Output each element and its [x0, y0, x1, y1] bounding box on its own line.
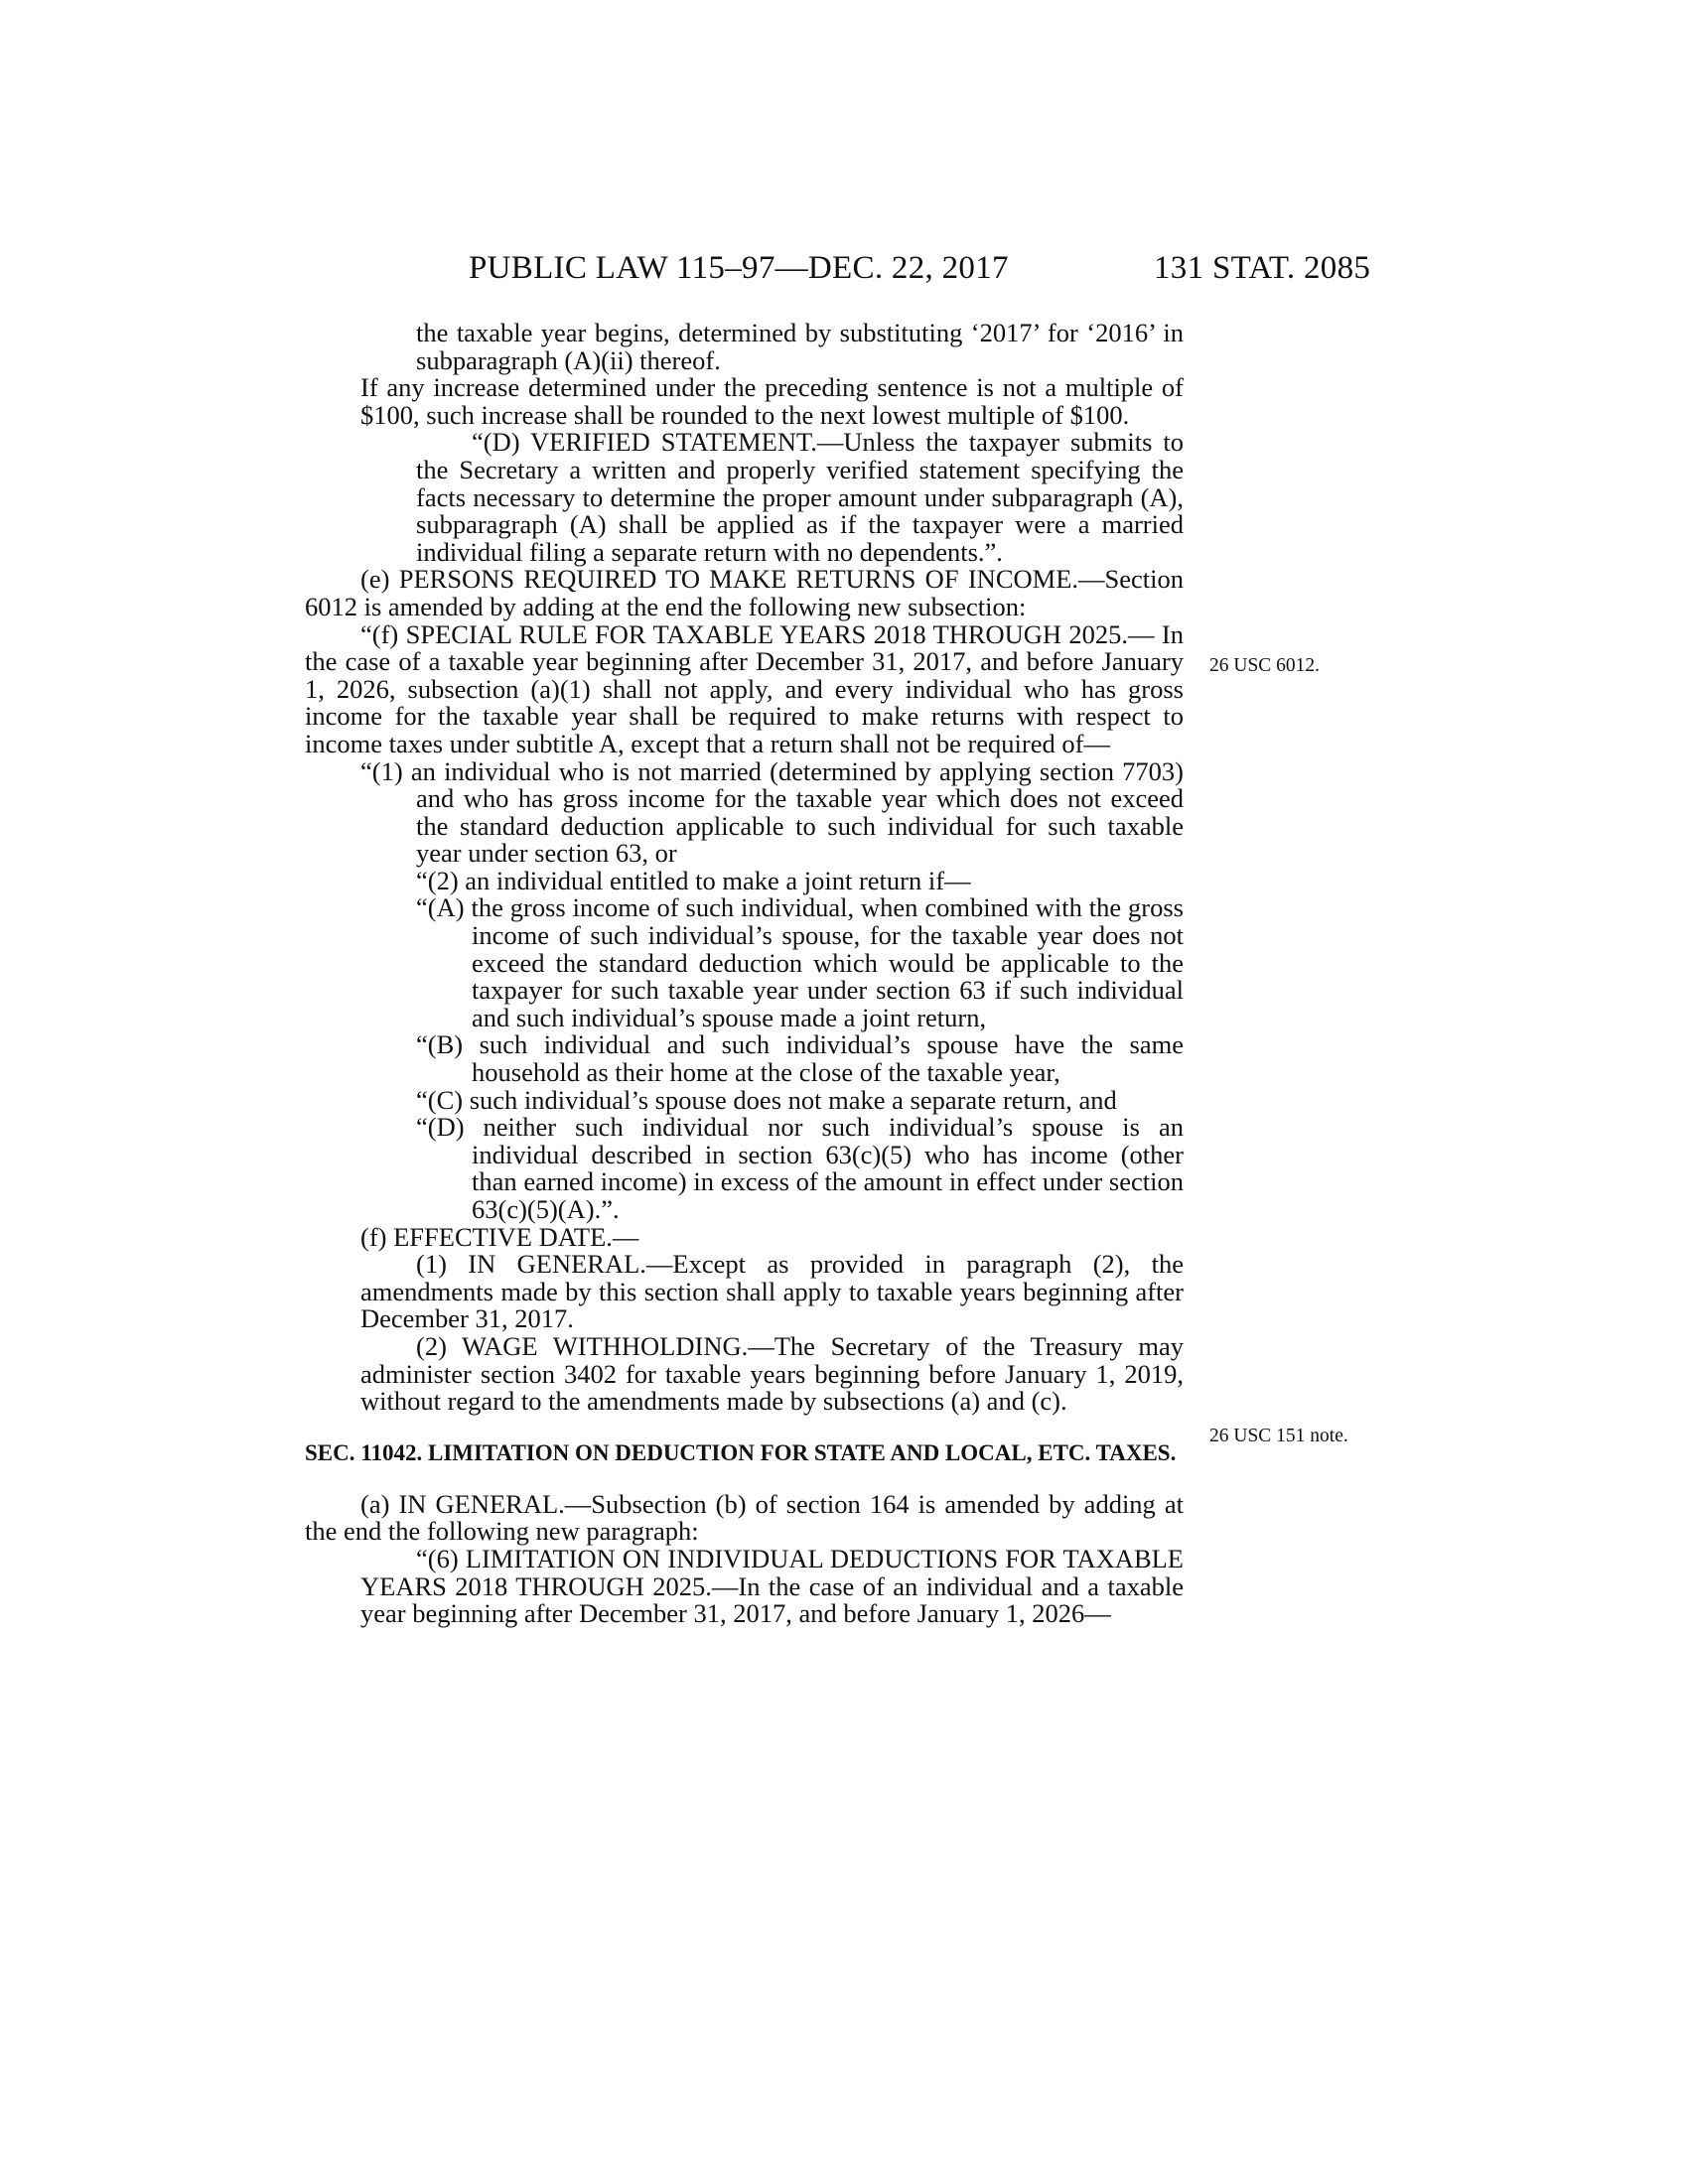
spacer: [305, 1416, 1184, 1439]
section-heading: SEC. 11042. LIMITATION ON DEDUCTION FOR STATE AND LOCAL, ETC. TAXES.: [305, 1439, 1177, 1465]
paragraph: (a) IN GENERAL.—Subsection (b) of section 164 is amended by adding at the end the following new paragraph:: [305, 1488, 1184, 1547]
paragraph: the taxable year begins, determined by substituting ‘2017’ for ‘2016’ in subparagraph (A)(ii) thereof.: [416, 318, 1184, 375]
margin-note: 26 USC 6012.: [1209, 655, 1321, 676]
paragraph: “(2) an individual entitled to make a joint return if—: [416, 865, 971, 895]
running-head-title: PUBLIC LAW 115–97—DEC. 22, 2017: [469, 250, 1009, 286]
margin-note: 26 USC 151 note.: [1209, 1426, 1348, 1446]
paragraph: “(C) such individual’s spouse does not make a separate return, and: [416, 1084, 1117, 1115]
paragraph: (1) IN GENERAL.—Except as provided in paragraph (2), the amendments made by this section shall apply to taxable years beginning after December 31, 2017.: [360, 1249, 1184, 1334]
paragraph: “(B) such individual and such individual’s spouse have the same household as their home at the close of the taxable year,: [416, 1029, 1184, 1088]
paragraph: “(D) VERIFIED STATEMENT.—Unless the taxpayer submits to the Secretary a written and properly verified statement specifying the facts necessary to determine the proper amount under subparagraph (A), subparagraph (A) shall be applied as if the taxpayer were a married individual filing a separate return with no dependents.”.: [416, 427, 1184, 567]
document-body: [305, 320, 1184, 1628]
paragraph: “(f) SPECIAL RULE FOR TAXABLE YEARS 2018 THROUGH 2025.— In the case of a taxable year beginning after December 31, 2017, and before January 1, 2026, subsection (a)(1) shall not apply, and every individual who has gross income for the taxable year shall be required to make returns with respect to income taxes under subtitle A, except that a return shall not be required of—: [305, 618, 1184, 758]
paragraph: “(6) LIMITATION ON INDIVIDUAL DEDUCTIONS FOR TAXABLE YEARS 2018 THROUGH 2025.—In the case of an individual and a taxable year beginning after December 31, 2017, and before January 1, 2026—: [360, 1543, 1184, 1629]
paragraph: “(1) an individual who is not married (determined by applying section 7703) and who has gross income for the taxable year which does not exceed the standard deduction applicable to such individual for such taxable year under section 63, or: [360, 755, 1184, 869]
paragraph: If any increase determined under the preceding sentence is not a multiple of $100, such increase shall be rounded to the next lowest multiple of $100.: [360, 372, 1184, 430]
spacer: [305, 1467, 1184, 1491]
paragraph: (f) EFFECTIVE DATE.—: [360, 1221, 639, 1252]
paragraph: “(A) the gross income of such individual, when combined with the gross income of such individual’s spouse, for the taxable year does not exceed the standard deduction which would be applicable to the taxpayer for such taxable year under section 63 if such individual and such individual’s spouse made a joint return,: [416, 892, 1184, 1032]
paragraph: (e) PERSONS REQUIRED TO MAKE RETURNS OF INCOME.—Section 6012 is amended by adding at the end the following new subsection:: [305, 564, 1184, 621]
page-number: 131 STAT. 2085: [1154, 250, 1371, 286]
paragraph: “(D) neither such individual nor such individual’s spouse is an individual described in section 63(c)(5) who has income (other than earned income) in excess of the amount in effect under section 63(c)(5)(A).”.: [416, 1112, 1184, 1224]
paragraph: (2) WAGE WITHHOLDING.—The Secretary of the Treasury may administer section 3402 for taxable years beginning before January 1, 2019, without regard to the amendments made by subsections (a) and (c).: [360, 1330, 1184, 1417]
